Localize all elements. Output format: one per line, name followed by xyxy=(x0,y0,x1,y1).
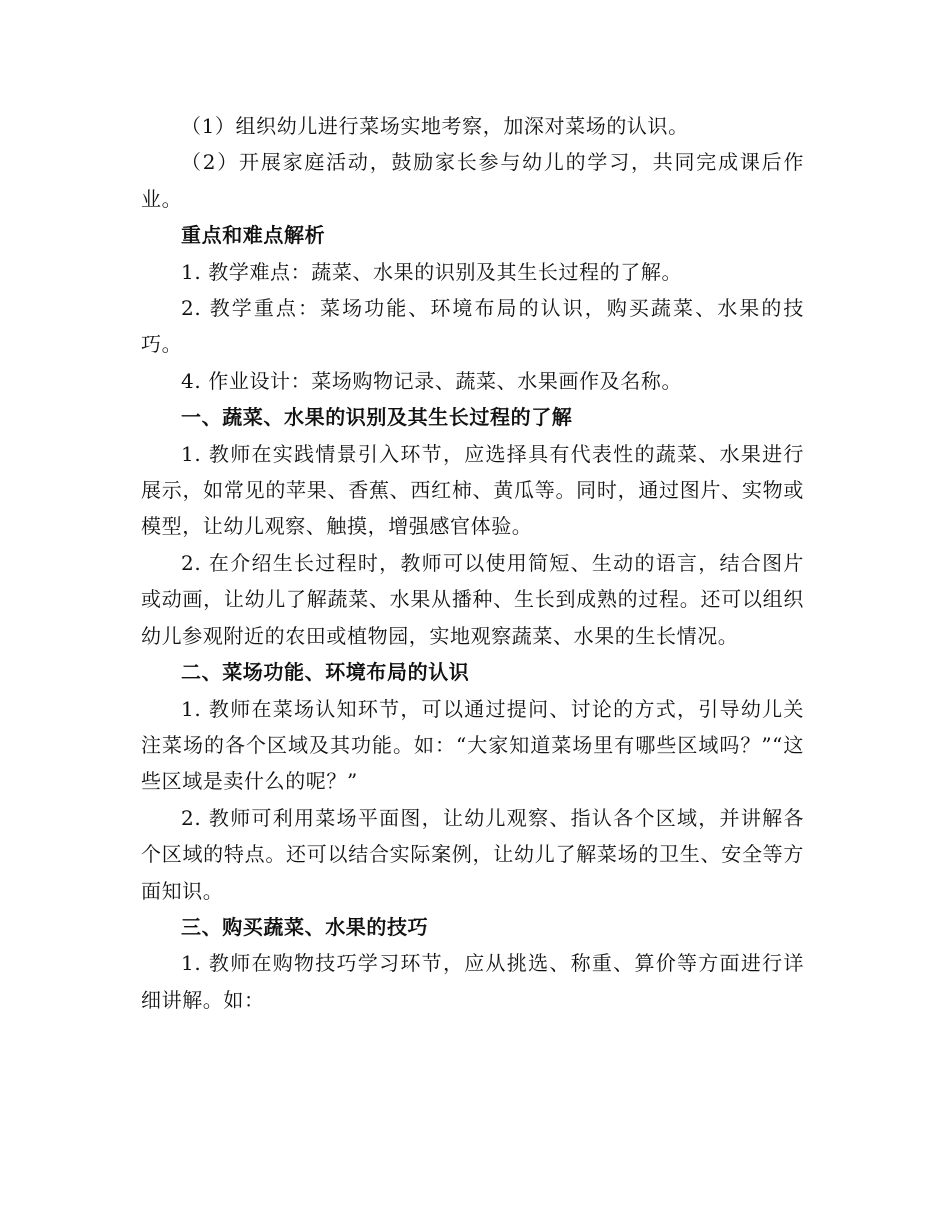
heading-section-3: 三、购买蔬菜、水果的技巧 xyxy=(181,914,429,939)
paragraph-section-1-item-1: 1. 教师在实践情景引入环节，应选择具有代表性的蔬菜、水果进行展示，如常见的苹果、香蕉、西红柿、黄瓜等。同时，通过图片、实物或模型，让幼儿观察、触摸，增强感官体验。 xyxy=(141,441,804,539)
paragraph-section-3-item-1: 1. 教师在购物技巧学习环节，应从挑选、称重、算价等方面进行详细讲解。如： xyxy=(141,951,804,1012)
heading-key-points: 重点和难点解析 xyxy=(181,223,326,248)
paragraph-activity-1: （1）组织幼儿进行菜场实地考察，加深对菜场的认识。 xyxy=(181,114,689,138)
paragraph-difficulty: 1. 教学难点：蔬菜、水果的识别及其生长过程的了解。 xyxy=(181,259,683,284)
paragraph-activity-2: （2）开展家庭活动，鼓励家长参与幼儿的学习，共同完成课后作业。 xyxy=(141,150,804,211)
paragraph-section-2-item-2: 2. 教师可利用菜场平面图，让幼儿观察、指认各个区域，并讲解各个区域的特点。还可以结合实际案例，让幼儿了解菜场的卫生、安全等方面知识。 xyxy=(141,805,804,903)
paragraph-section-2-item-1: 1. 教师在菜场认知环节，可以通过提问、讨论的方式，引导幼儿关注菜场的各个区域及其功能。如：“大家知道菜场里有哪些区域吗？”“这些区域是卖什么的呢？” xyxy=(141,696,804,794)
paragraph-section-1-item-2: 2. 在介绍生长过程时，教师可以使用简短、生动的语言，结合图片或动画，让幼儿了解蔬菜、水果从播种、生长到成熟的过程。还可以组织幼儿参观附近的农田或植物园，实地观察蔬菜、水果的生长情况。 xyxy=(141,550,804,648)
paragraph-focus: 2. 教学重点：菜场功能、环境布局的认识，购买蔬菜、水果的技巧。 xyxy=(141,296,804,357)
heading-section-1: 一、蔬菜、水果的识别及其生长过程的了解 xyxy=(181,405,573,430)
heading-section-2: 二、菜场功能、环境布局的认识 xyxy=(181,660,470,685)
paragraph-homework: 4. 作业设计：菜场购物记录、蔬菜、水果画作及名称。 xyxy=(181,368,683,393)
